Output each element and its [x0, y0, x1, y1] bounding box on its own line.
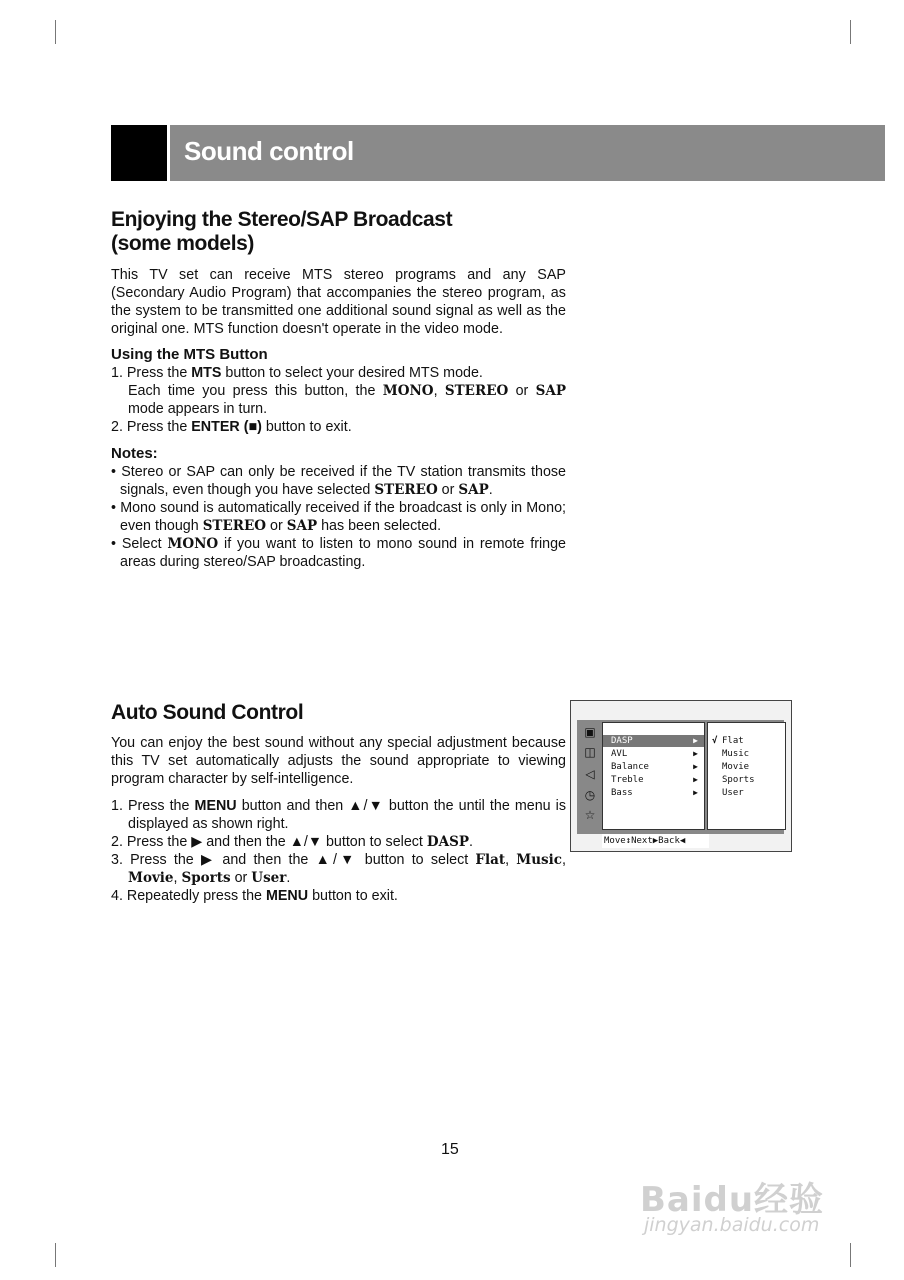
watermark-logo: Baidu经验: [640, 1180, 825, 1220]
intro-paragraph: This TV set can receive MTS stereo programs and any SAP (Secondary Audio Program) that accompanies the stereo program, as the system to be transmitted one additional sound signal as well as the original one. MTS function doesn't operate in the video mode.: [111, 267, 566, 337]
header-bar: [170, 125, 885, 181]
osd-option-music[interactable]: Music: [722, 749, 750, 759]
osd-panel: [577, 720, 784, 834]
watermark-url: jingyan.baidu.com: [644, 1214, 820, 1236]
time-icon: ◷: [584, 788, 596, 802]
sub-heading: Using the MTS Button: [111, 346, 268, 363]
page-number: 15: [441, 1141, 459, 1158]
osd-menu-list: [602, 722, 705, 830]
section-heading: Auto Sound Control: [111, 701, 304, 724]
osd-item-avl[interactable]: AVL ▶: [611, 749, 698, 759]
picture-icon: ◫: [584, 745, 596, 759]
page-title: Sound control: [184, 136, 354, 166]
osd-menu-illustration: [570, 700, 792, 852]
auto-sound-section: [111, 701, 566, 905]
crop-mark: [55, 1243, 56, 1267]
osd-footer: Move↕Next▶Back◀: [602, 834, 709, 848]
step-2: 2. Press the ▶ and then the ▲/▼ button to select DASP.: [111, 834, 473, 850]
osd-option-sports[interactable]: Sports: [722, 775, 755, 785]
osd-icon-column: [580, 722, 600, 826]
note-1: • Stereo or SAP can only be received if the TV station transmits those signals, even though you have selected STEREO or SAP.: [111, 464, 566, 498]
stereo-sap-section: [111, 208, 566, 571]
crop-mark: [850, 1243, 851, 1267]
step-2: 2. Press the ENTER (■) button to exit.: [111, 419, 352, 435]
channel-icon: ▣: [584, 725, 596, 739]
special-icon: ☆: [584, 808, 596, 822]
crop-mark: [55, 20, 56, 44]
heading-line: Enjoying the Stereo/SAP Broadcast: [111, 208, 453, 231]
osd-option-movie[interactable]: Movie: [722, 762, 750, 772]
osd-option-flat[interactable]: Flat: [722, 736, 744, 746]
osd-item-bass[interactable]: Bass ▶: [611, 788, 698, 798]
osd-option-user[interactable]: User: [722, 788, 744, 798]
notes-heading: Notes:: [111, 445, 158, 462]
crop-mark: [850, 20, 851, 44]
osd-item-dasp[interactable]: DASP ▶: [603, 735, 704, 747]
header-block: [111, 125, 167, 181]
note-3: • Select MONO if you want to listen to mono sound in remote fringe areas during stereo/SAP broadcasting.: [111, 536, 566, 570]
step-1: 1. Press the MENU button and then ▲/▼ button the until the menu is displayed as shown right.: [111, 798, 566, 832]
intro-paragraph: You can enjoy the best sound without any special adjustment because this TV set automatically adjusts the sound appropriate to viewing program character by self-intelligence.: [111, 735, 566, 787]
osd-item-treble[interactable]: Treble ▶: [611, 775, 698, 785]
check-icon: √: [712, 736, 718, 746]
step-3: 3. Press the ▶ and then the ▲/▼ button to select Flat, Music, Movie, Sports or User.: [111, 852, 566, 886]
step-4: 4. Repeatedly press the MENU button to exit.: [111, 888, 398, 904]
osd-options-list: [707, 722, 786, 830]
osd-item-balance[interactable]: Balance ▶: [611, 762, 698, 772]
heading-line: (some models): [111, 232, 254, 255]
note-2: • Mono sound is automatically received if the broadcast is only in Mono; even though STEREO or SAP has been selected.: [111, 500, 566, 534]
step-1-detail: Each time you press this button, the MONO, STEREO or SAP mode appears in turn.: [128, 383, 566, 417]
sound-icon: ◁: [585, 767, 595, 781]
section-heading: [111, 208, 566, 256]
watermark: [640, 1150, 855, 1245]
step-1: 1. Press the MTS button to select your desired MTS mode.: [111, 365, 483, 381]
